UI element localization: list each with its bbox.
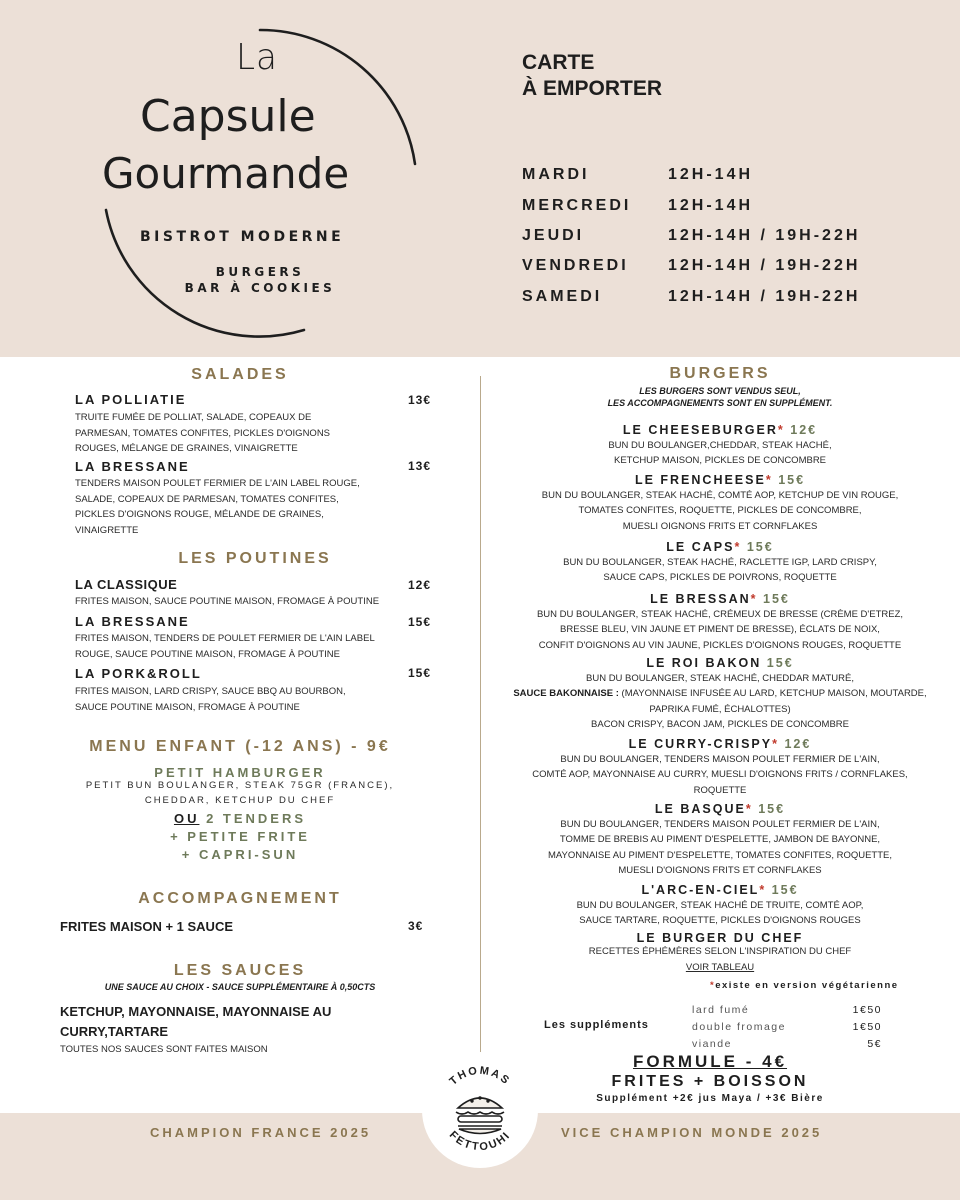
salade-price: 13€ xyxy=(408,459,432,473)
burger-name-text: LE ROI BAKON xyxy=(646,656,762,670)
burger-name xyxy=(485,539,955,555)
burger-desc-line: BUN DU BOULANGER, TENDERS MAISON POULET FERMIER DE L'AIN, xyxy=(560,754,880,765)
poutine-name: LA PORK&ROLL xyxy=(75,666,202,681)
burger-price: 15€ xyxy=(758,802,786,816)
hours-row xyxy=(522,282,860,312)
poutine-price: 12€ xyxy=(408,578,432,592)
burger-price: 15€ xyxy=(778,473,806,487)
burger-desc-line: BACON CRISPY, BACON JAM, PICKLES DE CONCOMBRE xyxy=(591,718,849,730)
sauces-footnote: TOUTES NOS SAUCES SONT FAITES MAISON xyxy=(60,1044,268,1055)
vege-asterisk: * xyxy=(759,883,767,897)
poutine-price: 15€ xyxy=(408,666,432,680)
opening-hours xyxy=(522,160,860,312)
hours-day: MARDI xyxy=(522,166,590,184)
burger-desc-line: BRESSE BLEU, VIN JAUNE ET PIMENT DE BRESSE), ÉCLATS DE NOIX, xyxy=(560,624,880,636)
desc-line: ROUGE, SAUCE POUTINE MAISON, FROMAGE À POUTINE xyxy=(75,648,340,660)
desc-line: PETIT BUN BOULANGER, STEAK 75GR (FRANCE), xyxy=(85,780,395,791)
burger-desc-line: TOMME DE BREBIS AU PIMENT D'ESPELETTE, JAMBON DE BAYONNE, xyxy=(559,834,881,846)
accompagnement-title: ACCOMPAGNEMENT xyxy=(138,890,342,907)
burger-price: 15€ xyxy=(766,656,794,670)
menu-enfant-item: PETIT HAMBURGER xyxy=(154,765,326,780)
salade-desc xyxy=(75,476,415,538)
logo-tagline-1: BURGERS xyxy=(215,265,305,279)
burger-name xyxy=(485,655,955,671)
burger-desc-line xyxy=(485,686,955,701)
logo-subtitle: BISTROT MODERNE xyxy=(140,229,345,245)
desc-text: (MAYONNAISE INFUSÉE AU LARD, KETCHUP MAISON, MOUTARDE, xyxy=(618,688,927,700)
hours-day: JEUDI xyxy=(522,226,585,244)
hours-time: 12H-14H xyxy=(668,166,754,184)
poutines-title: LES POUTINES xyxy=(178,550,332,567)
desc-line: CHEDDAR, KETCHUP DU CHEF xyxy=(144,794,336,806)
hours-time: 12H-14H xyxy=(668,196,754,214)
burgers-title: BURGERS xyxy=(669,365,771,382)
burger-name-text: LE BASQUE xyxy=(654,802,746,816)
badge-top-text: THOMAS xyxy=(447,1064,513,1088)
burger-chef-desc: RECETTES ÉPHÉMÈRES SELON L'INSPIRATION DU CHEF xyxy=(588,946,852,957)
vege-asterisk: * xyxy=(765,473,773,487)
desc-line: VINAIGRETTE xyxy=(75,524,139,536)
desc-line: PARMESAN, TOMATES CONFITES, PICKLES D'OIGNONS xyxy=(75,427,331,439)
supplement-name: double fromage xyxy=(692,1021,786,1033)
column-divider xyxy=(480,376,481,1054)
supplements-label: Les suppléments xyxy=(544,1019,649,1031)
accompagnement-item: FRITES MAISON + 1 SAUCE xyxy=(60,919,233,934)
poutine-name: LA CLASSIQUE xyxy=(75,577,178,592)
supplements-prices xyxy=(820,1002,882,1053)
burger-price: 15€ xyxy=(763,592,790,606)
logo-line1: Capsule xyxy=(140,91,316,142)
supplement-price: 5€ xyxy=(867,1038,882,1050)
burger-desc-line: BUN DU BOULANGER, STEAK HACHÉ DE TRUITE, COMTÉ AOP, xyxy=(576,900,864,911)
burger-item xyxy=(485,655,955,732)
note-line: LES BURGERS SONT VENDUS SEUL, xyxy=(639,386,801,396)
voir-tableau-link[interactable]: VOIR TABLEAU xyxy=(685,962,755,973)
hours-time: 12H-14H / 19H-22H xyxy=(668,287,861,305)
menu-enfant-capri: + CAPRI-SUN xyxy=(181,847,299,862)
salades-title: SALADES xyxy=(191,366,289,383)
burger-name xyxy=(485,422,955,438)
burger-item xyxy=(485,882,955,929)
burger-desc-line: ROQUETTE xyxy=(693,784,747,796)
burger-desc-line: SAUCE TARTARE, ROQUETTE, PICKLES D'OIGNONS ROUGES xyxy=(579,915,861,927)
burger-name-text: LE CAPS xyxy=(666,540,735,554)
hours-row xyxy=(522,221,860,251)
badge-bottom-text: FETTOUHI xyxy=(446,1129,514,1154)
logo-tagline xyxy=(170,264,350,296)
burger-desc-line: MUESLI D'OIGNONS FRITS ET CORNFLAKES xyxy=(618,864,822,876)
logo-line2: Gourmande xyxy=(102,149,350,198)
salade-price: 13€ xyxy=(408,393,432,407)
burger-price: 12€ xyxy=(790,423,818,437)
burger-name xyxy=(485,736,955,752)
formule-note: Supplément +2€ jus Maya / +3€ Bière xyxy=(596,1093,824,1104)
burger-name-text: L'ARC-EN-CIEL xyxy=(641,883,760,897)
sauces-list xyxy=(60,1002,420,1042)
vege-asterisk: * xyxy=(772,737,779,751)
burger-desc-line: BUN DU BOULANGER, TENDERS MAISON POULET FERMIER DE L'AIN, xyxy=(560,819,880,830)
burgers-note xyxy=(490,385,950,409)
burger-name xyxy=(485,882,955,898)
supplement-price: 1€50 xyxy=(852,1021,882,1033)
desc-line: FRITES MAISON, TENDERS DE POULET FERMIER DE L'AIN LABEL xyxy=(75,633,375,644)
salade-desc xyxy=(75,410,415,457)
hours-row xyxy=(522,190,860,220)
burger-desc-line: MUESLI OIGNONS FRITS ET CORNFLAKES xyxy=(622,520,818,532)
menu-enfant-option xyxy=(40,811,440,826)
ou-label: OU xyxy=(173,811,200,826)
logo-tagline-2: BAR À COOKIES xyxy=(184,281,336,295)
burger-desc-line: BUN DU BOULANGER,CHEDDAR, STEAK HACHÉ, xyxy=(608,440,832,451)
burger-chef xyxy=(490,931,950,976)
burger-price: 12€ xyxy=(784,737,812,751)
poutine-name: LA BRESSANE xyxy=(75,614,190,629)
burger-desc-line: BUN DU BOULANGER, STEAK HACHÉ, RACLETTE IGP, LARD CRISPY, xyxy=(563,557,877,568)
desc-line: FRITES MAISON, SAUCE POUTINE MAISON, FROMAGE À POUTINE xyxy=(75,596,380,607)
desc-line: ROUGES, MÉLANGE DE GRAINES, VINAIGRETTE xyxy=(75,443,298,454)
sauces-note: UNE SAUCE AU CHOIX - SAUCE SUPPLÉMENTAIRE À 0,50CTS xyxy=(104,982,376,992)
poutine-desc xyxy=(75,684,425,715)
hours-time: 12H-14H / 19H-22H xyxy=(668,257,861,275)
supplement-name: lard fumé xyxy=(692,1004,750,1016)
footer-right: VICE CHAMPION MONDE 2025 xyxy=(561,1125,823,1140)
formule-line: FRITES + BOISSON xyxy=(611,1073,809,1090)
desc-line: TENDERS MAISON POULET FERMIER DE L'AIN LABEL ROUGE, xyxy=(75,478,360,489)
burger-desc-line: CONFIT D'OIGNONS AU VIN JAUNE, PICKLES D'OIGNONS ROUGES, ROQUETTE xyxy=(538,639,902,651)
burger-item xyxy=(485,472,955,534)
burger-item xyxy=(485,591,955,653)
burger-name xyxy=(485,472,955,488)
burger-item xyxy=(485,736,955,798)
carte-title xyxy=(522,50,662,102)
salade-name: LA BRESSANE xyxy=(75,459,190,474)
footer-left: CHAMPION FRANCE 2025 xyxy=(150,1125,372,1140)
sauce-bakonnaise-label: SAUCE BAKONNAISE : xyxy=(513,688,619,700)
hours-day: MERCREDI xyxy=(522,196,632,214)
hours-day: VENDREDI xyxy=(522,257,629,275)
burger-desc-line: PAPRIKA FUMÉ, ÉCHALOTTES) xyxy=(649,703,791,715)
logo-la: La xyxy=(236,37,278,78)
desc-line: SALADE, COPEAUX DE PARMESAN, TOMATES CONFITES, xyxy=(75,493,339,505)
poutine-price: 15€ xyxy=(408,615,432,629)
sauces-line: KETCHUP, MAYONNAISE, MAYONNAISE AU xyxy=(60,1004,332,1019)
poutine-desc xyxy=(75,594,425,610)
burger-name xyxy=(485,801,955,817)
vege-asterisk: * xyxy=(734,540,742,554)
menu-enfant-frite: + PETITE FRITE xyxy=(170,829,310,844)
hours-row xyxy=(522,251,860,281)
burger-name-text: LE CHEESEBURGER xyxy=(622,423,778,437)
chef-badge-art xyxy=(422,1052,538,1168)
burger-desc-line: TOMATES CONFITES, ROQUETTE, PICKLES DE CONCOMBRE, xyxy=(578,505,862,517)
salade-name: LA POLLIATIE xyxy=(75,392,187,407)
burger-price: 15€ xyxy=(771,883,799,897)
asterisk: * xyxy=(710,980,716,991)
supplement-name: viande xyxy=(692,1038,732,1050)
tenders-label: 2 TENDERS xyxy=(199,811,307,826)
sauces-title: LES SAUCES xyxy=(173,962,307,979)
burger-desc-line: BUN DU BOULANGER, STEAK HACHÉ, CHEDDAR MATURÉ, xyxy=(586,673,854,684)
burger-desc-line: COMTÉ AOP, MAYONNAISE AU CURRY, MUESLI D'OIGNONS FRITS / CORNFLAKES, xyxy=(532,769,908,781)
burger-desc-line: BUN DU BOULANGER, STEAK HACHÉ, COMTÉ AOP, KETCHUP DE VIN ROUGE, xyxy=(541,490,899,501)
burger-name xyxy=(485,591,955,607)
accompagnement-price: 3€ xyxy=(408,919,424,933)
burger-desc-line: BUN DU BOULANGER, STEAK HACHÉ, CRÉMEUX DE BRESSE (CRÈME D'ETREZ, xyxy=(536,609,904,620)
vege-asterisk: * xyxy=(745,802,753,816)
burger-price: 15€ xyxy=(746,540,774,554)
burger-item xyxy=(485,539,955,586)
poutine-desc xyxy=(75,631,425,662)
menu-enfant-desc xyxy=(40,779,440,808)
burger-name-text: LE BRESSAN xyxy=(650,592,751,606)
burger-desc-line: SAUCE CAPS, PICKLES DE POIVRONS, ROQUETTE xyxy=(603,572,837,584)
supplements-list xyxy=(692,1002,786,1053)
vege-asterisk: * xyxy=(750,592,758,606)
burger-icon xyxy=(456,1097,504,1133)
sauces-line: CURRY,TARTARE xyxy=(60,1024,169,1039)
carte-line2: À EMPORTER xyxy=(522,77,663,100)
formule-title: FORMULE - 4€ xyxy=(632,1052,788,1071)
burger-desc-line: MAYONNAISE AU PIMENT D'ESPELETTE, TOMATES CONFITES, ROQUETTE, xyxy=(547,849,893,861)
formule xyxy=(560,1052,860,1105)
desc-line: FRITES MAISON, LARD CRISPY, SAUCE BBQ AU BOURBON, xyxy=(75,686,346,697)
hours-day: SAMEDI xyxy=(522,287,603,305)
hours-row xyxy=(522,160,860,190)
burger-chef-name: LE BURGER DU CHEF xyxy=(636,931,804,945)
vege-note xyxy=(710,980,899,991)
desc-line: SAUCE POUTINE MAISON, FROMAGE À POUTINE xyxy=(75,701,300,713)
burger-name-text: LE FRENCHEESE xyxy=(634,473,766,487)
vege-asterisk: * xyxy=(777,423,785,437)
burger-item xyxy=(485,422,955,469)
hours-time: 12H-14H / 19H-22H xyxy=(668,226,861,244)
burger-name-text: LE CURRY-CRISPY xyxy=(628,737,773,751)
menu-enfant-title: MENU ENFANT (-12 ANS) - 9€ xyxy=(89,738,391,755)
desc-line: TRUITE FUMÉE DE POLLIAT, SALADE, COPEAUX DE xyxy=(75,412,312,423)
burger-item xyxy=(485,801,955,878)
note-line: LES ACCOMPAGNEMENTS SONT EN SUPPLÉMENT. xyxy=(607,398,833,408)
burger-desc-line: KETCHUP MAISON, PICKLES DE CONCOMBRE xyxy=(613,455,827,467)
carte-line1: CARTE xyxy=(522,51,595,74)
vege-note-text: existe en version végétarienne xyxy=(715,980,899,991)
desc-line: PICKLES D'OIGNONS ROUGE, MÉLANDE DE GRAINES, xyxy=(75,509,324,520)
supplement-price: 1€50 xyxy=(852,1004,882,1016)
